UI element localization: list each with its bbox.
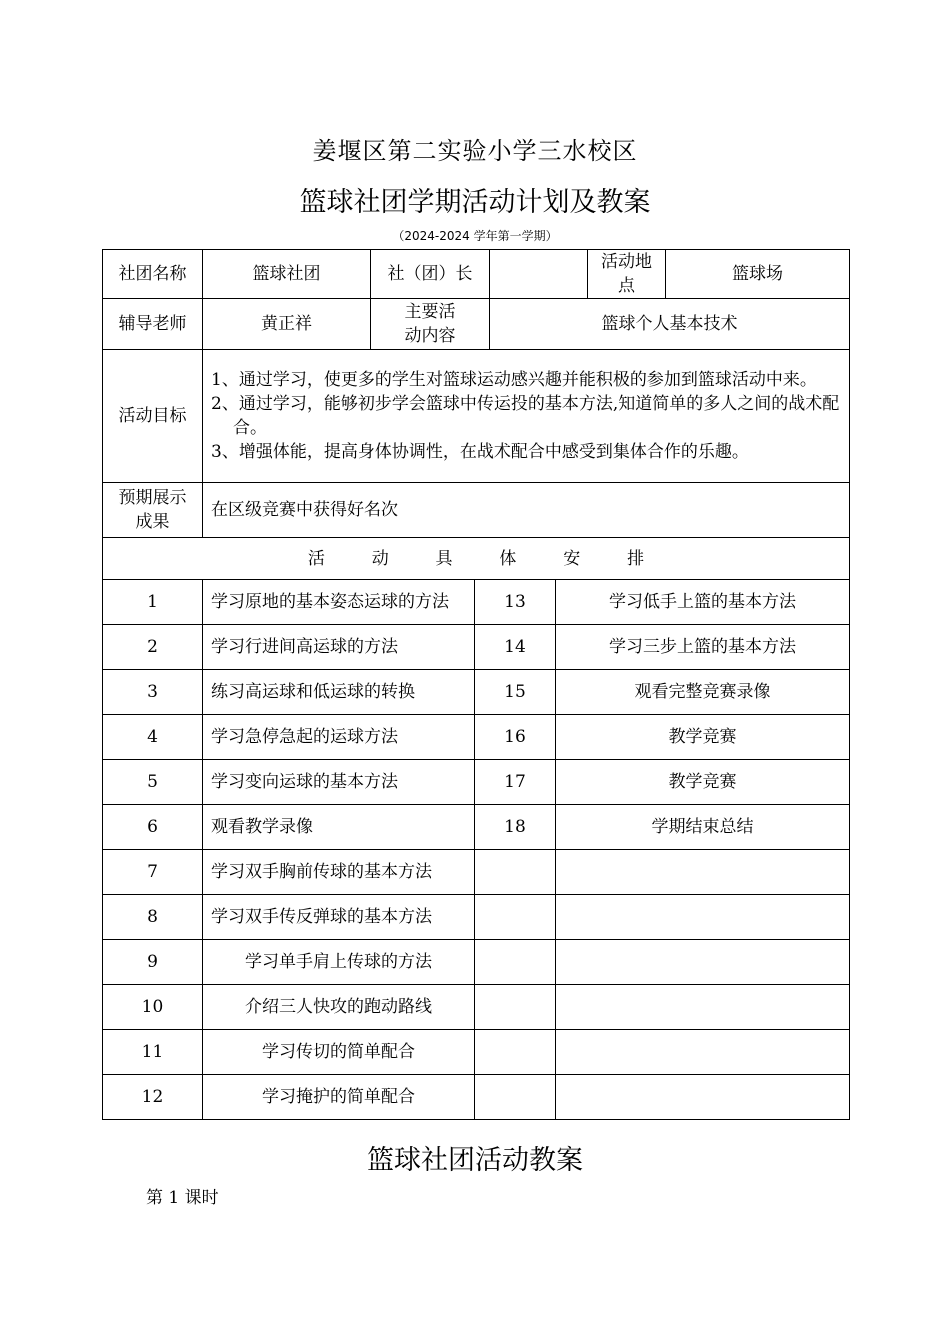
club-name-label: 社团名称: [103, 250, 203, 299]
lesson-number: 11: [103, 1030, 203, 1075]
teacher-label: 辅导老师: [103, 299, 203, 350]
lesson-period: 第 1 课时: [146, 1188, 219, 1208]
lesson-topic: [556, 985, 850, 1030]
plan-table: [102, 249, 850, 1120]
schedule-row: [103, 940, 850, 985]
goals-row: [103, 350, 850, 483]
club-name-value: 篮球社团: [203, 250, 371, 299]
lesson-number: 6: [103, 805, 203, 850]
schedule-row: [103, 985, 850, 1030]
lesson-number: 18: [475, 805, 556, 850]
content-label-line-1: 主要活: [404, 302, 456, 322]
lesson-number: 3: [103, 670, 203, 715]
content-value: 篮球个人基本技术: [490, 299, 850, 350]
venue-label: 活动地点: [588, 250, 666, 299]
arrangement-char: 排: [627, 548, 645, 569]
lesson-topic: [556, 895, 850, 940]
lesson-number: [475, 895, 556, 940]
info-row-1: [103, 250, 850, 299]
goals-list: [203, 350, 850, 483]
schedule-row: [103, 580, 850, 625]
lesson-topic: 学习原地的基本姿态运球的方法: [203, 580, 475, 625]
lesson-number: 14: [475, 625, 556, 670]
lesson-topic: 观看完整竞赛录像: [556, 670, 850, 715]
lesson-topic: 学习掩护的简单配合: [203, 1075, 475, 1120]
info-row-2: [103, 299, 850, 350]
lesson-number: 16: [475, 715, 556, 760]
lesson-topic: 学习单手肩上传球的方法: [203, 940, 475, 985]
teacher-value: 黄正祥: [203, 299, 371, 350]
lesson-topic: 学习变向运球的基本方法: [203, 760, 475, 805]
lesson-number: 2: [103, 625, 203, 670]
arrangement-char: 安: [563, 548, 581, 569]
lesson-topic: 教学竞赛: [556, 760, 850, 805]
lesson-topic: 学期结束总结: [556, 805, 850, 850]
expected-label-line-2: 成果: [135, 512, 170, 532]
school-name: 姜堰区第二实验小学三水校区: [312, 137, 638, 165]
schedule-row: [103, 1075, 850, 1120]
lesson-number: 4: [103, 715, 203, 760]
schedule-row: [103, 1030, 850, 1075]
lesson-topic: 学习传切的简单配合: [203, 1030, 475, 1075]
lesson-plan-title: 篮球社团活动教案: [367, 1145, 583, 1176]
schedule-row: [103, 895, 850, 940]
lesson-number: 17: [475, 760, 556, 805]
lesson-number: [475, 1030, 556, 1075]
arrangement-char: 活: [307, 548, 325, 569]
schedule-row: [103, 625, 850, 670]
lesson-topic: [556, 940, 850, 985]
schedule-row: [103, 850, 850, 895]
lesson-number: [475, 985, 556, 1030]
expected-label-line-1: 预期展示: [118, 488, 187, 508]
lesson-number: 9: [103, 940, 203, 985]
lesson-topic: 学习急停急起的运球方法: [203, 715, 475, 760]
schedule-row: [103, 715, 850, 760]
lesson-number: [475, 1075, 556, 1120]
lesson-topic: 练习高运球和低运球的转换: [203, 670, 475, 715]
term-label: （2024-2024 学年第一学期）: [392, 229, 558, 243]
lesson-number: 10: [103, 985, 203, 1030]
lesson-number: 7: [103, 850, 203, 895]
arrangement-char: 动: [371, 548, 389, 569]
lesson-number: 8: [103, 895, 203, 940]
lesson-topic: [556, 1075, 850, 1120]
arrangement-row: [103, 538, 850, 580]
lesson-topic: 学习双手传反弹球的基本方法: [203, 895, 475, 940]
venue-value: 篮球场: [666, 250, 850, 299]
content-label-line-2: 动内容: [404, 326, 456, 346]
goal-item: 2、通过学习，能够初步学会篮球中传运投的基本方法,知道简单的多人之间的战术配合。: [211, 394, 840, 438]
schedule-row: [103, 805, 850, 850]
lesson-topic: 教学竞赛: [556, 715, 850, 760]
document-title: 篮球社团学期活动计划及教案: [299, 187, 651, 218]
lesson-number: 1: [103, 580, 203, 625]
lesson-topic: 学习行进间高运球的方法: [203, 625, 475, 670]
lesson-number: 15: [475, 670, 556, 715]
lesson-topic: 学习双手胸前传球的基本方法: [203, 850, 475, 895]
arrangement-char: 具: [435, 548, 453, 569]
schedule-row: [103, 760, 850, 805]
lesson-topic: 观看教学录像: [203, 805, 475, 850]
lesson-number: [475, 850, 556, 895]
lesson-number: [475, 940, 556, 985]
lesson-topic: 介绍三人快攻的跑动路线: [203, 985, 475, 1030]
leader-value: [490, 250, 588, 299]
goals-label: 活动目标: [103, 350, 203, 483]
goal-item: 1、通过学习，使更多的学生对篮球运动感兴趣并能积极的参加到篮球活动中来。: [211, 370, 817, 390]
expected-row: [103, 483, 850, 538]
leader-label: 社（团）长: [371, 250, 490, 299]
lesson-number: 12: [103, 1075, 203, 1120]
lesson-topic: 学习低手上篮的基本方法: [556, 580, 850, 625]
lesson-number: 5: [103, 760, 203, 805]
expected-label: [103, 483, 203, 538]
lesson-number: 13: [475, 580, 556, 625]
expected-value: 在区级竞赛中获得好名次: [203, 483, 850, 538]
goal-item: 3、增强体能，提高身体协调性，在战术配合中感受到集体合作的乐趣。: [211, 442, 749, 462]
content-label: [371, 299, 490, 350]
arrangement-heading: [103, 538, 850, 580]
lesson-topic: [556, 850, 850, 895]
arrangement-char: 体: [499, 548, 517, 569]
lesson-topic: 学习三步上篮的基本方法: [556, 625, 850, 670]
schedule-row: [103, 670, 850, 715]
lesson-topic: [556, 1030, 850, 1075]
